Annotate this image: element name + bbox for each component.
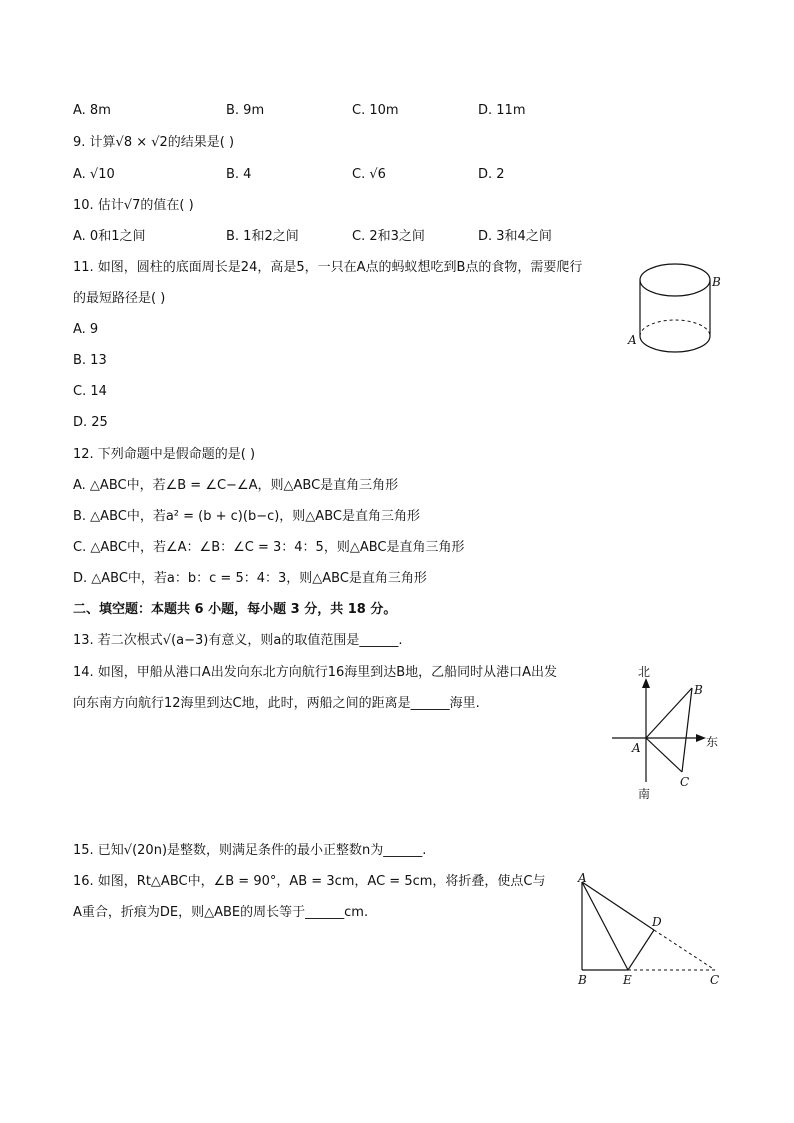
compass-label-c: C bbox=[680, 775, 690, 789]
q11-option-d: D. 25 bbox=[73, 415, 108, 430]
q11-stem-line2: 的最短路径是( ) bbox=[73, 291, 166, 306]
q9-stem: 9. 计算√8 × √2的结果是( ) bbox=[73, 135, 235, 150]
q11-option-a: A. 9 bbox=[73, 322, 99, 337]
cylinder-label-b: B bbox=[712, 275, 721, 289]
q9-option-c: C. √6 bbox=[352, 167, 386, 182]
q11-option-c: C. 14 bbox=[73, 384, 107, 399]
compass-label-a: A bbox=[632, 741, 641, 755]
q16-stem-line1: 16. 如图，Rt△ABC中，∠B = 90°，AB = 3cm，AC = 5cm，将折叠，使点C与 bbox=[73, 874, 546, 889]
q10-stem: 10. 估计√7的值在( ) bbox=[73, 198, 194, 213]
segment-ad bbox=[582, 882, 654, 930]
segment-ac bbox=[646, 738, 682, 772]
north-label: 北 bbox=[638, 665, 651, 679]
fold-label-a: A bbox=[578, 872, 587, 885]
q13-stem: 13. 若二次根式√(a−3)有意义，则a的取值范围是______. bbox=[73, 633, 403, 648]
q16-stem-line2: A重合，折痕为DE，则△ABE的周长等于______cm. bbox=[73, 905, 369, 920]
q11-option-b: B. 13 bbox=[73, 353, 107, 368]
segment-ab bbox=[646, 688, 692, 738]
q8-option-b: B. 9m bbox=[226, 103, 265, 118]
cylinder-bottom-back-arc bbox=[640, 320, 710, 336]
segment-bc bbox=[682, 688, 692, 772]
south-label: 南 bbox=[638, 787, 651, 801]
segment-dc-dashed bbox=[654, 930, 715, 970]
q10-option-a: A. 0和1之间 bbox=[73, 229, 146, 244]
segment-de-crease bbox=[628, 930, 654, 970]
fold-label-d: D bbox=[652, 915, 662, 929]
fold-label-c: C bbox=[710, 973, 720, 987]
compass-figure bbox=[608, 664, 728, 804]
q9-option-a: A. √10 bbox=[73, 167, 115, 182]
q14-stem-line2: 向东南方向航行12海里到达C地，此时，两船之间的距离是______海里. bbox=[73, 696, 480, 711]
east-arrow-icon bbox=[696, 734, 706, 742]
compass-label-b: B bbox=[694, 683, 703, 697]
q9-option-d: D. 2 bbox=[478, 167, 505, 182]
fold-label-b: B bbox=[578, 973, 587, 987]
q14-stem-line1: 14. 如图，甲船从港口A出发向东北方向航行16海里到达B地，乙船同时从港口A出发 bbox=[73, 665, 558, 680]
q12-option-a: A. △ABC中，若∠B = ∠C−∠A，则△ABC是直角三角形 bbox=[73, 478, 399, 493]
q8-option-d: D. 11m bbox=[478, 103, 526, 118]
segment-ae bbox=[582, 882, 628, 970]
north-arrow-icon bbox=[642, 678, 650, 688]
cylinder-bottom-front-arc bbox=[640, 336, 710, 352]
q9-option-b: B. 4 bbox=[226, 167, 252, 182]
q8-option-c: C. 10m bbox=[352, 103, 399, 118]
east-label: 东 bbox=[706, 735, 719, 749]
cylinder-top-ellipse bbox=[640, 264, 710, 296]
q10-option-d: D. 3和4之间 bbox=[478, 229, 552, 244]
q10-option-b: B. 1和2之间 bbox=[226, 229, 299, 244]
fold-label-e: E bbox=[623, 973, 632, 987]
q15-stem: 15. 已知√(20n)是整数，则满足条件的最小正整数n为______. bbox=[73, 843, 427, 858]
q12-option-c: C. △ABC中，若∠A：∠B：∠C = 3：4：5，则△ABC是直角三角形 bbox=[73, 540, 465, 555]
q8-option-a: A. 8m bbox=[73, 103, 111, 118]
q12-option-d: D. △ABC中，若a：b：c = 5：4：3，则△ABC是直角三角形 bbox=[73, 571, 427, 586]
q10-option-c: C. 2和3之间 bbox=[352, 229, 425, 244]
q12-stem: 12. 下列命题中是假命题的是( ) bbox=[73, 447, 256, 462]
q11-stem-line1: 11. 如图，圆柱的底面周长是24，高是5，一只在A点的蚂蚁想吃到B点的食物，需要爬行 bbox=[73, 260, 583, 275]
cylinder-figure bbox=[620, 258, 730, 358]
q12-option-b: B. △ABC中，若a² = (b + c)(b−c)，则△ABC是直角三角形 bbox=[73, 509, 420, 524]
fold-triangle-figure bbox=[572, 872, 732, 992]
section2-title: 二、填空题：本题共 6 小题，每小题 3 分，共 18 分。 bbox=[73, 602, 397, 617]
cylinder-label-a: A bbox=[628, 333, 637, 347]
